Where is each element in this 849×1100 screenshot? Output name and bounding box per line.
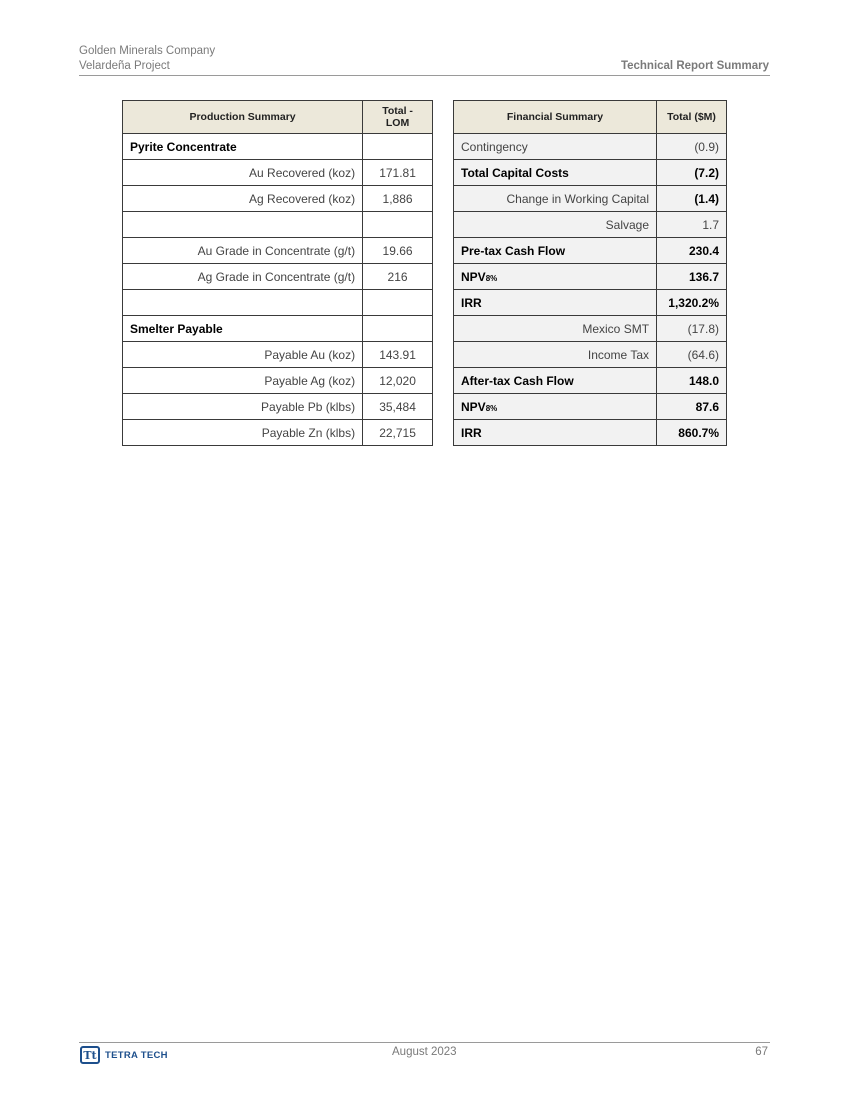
table-row — [123, 290, 433, 316]
table-row — [123, 160, 433, 186]
row-label-text: Contingency — [461, 139, 528, 154]
project-name: Velardeña Project — [79, 60, 170, 72]
header-left — [79, 44, 215, 74]
row-label-text: IRR — [461, 425, 482, 440]
row-label — [454, 264, 657, 290]
table-row — [123, 342, 433, 368]
row-label-text: Income Tax — [587, 347, 650, 362]
table-row — [454, 394, 727, 420]
row-label-subscript: 8% — [485, 273, 498, 283]
footer-divider — [79, 1042, 770, 1043]
table-row — [454, 134, 727, 160]
row-value: 136.7 — [657, 264, 727, 290]
row-value: (0.9) — [657, 134, 727, 160]
row-label — [454, 368, 657, 394]
table-row — [454, 290, 727, 316]
row-label — [454, 212, 657, 238]
tetra-tech-logo-icon: Tt — [80, 1046, 100, 1064]
row-label — [454, 134, 657, 160]
row-label-text: Total Capital Costs — [461, 165, 569, 180]
row-value: 143.91 — [363, 342, 433, 368]
row-value: (17.8) — [657, 316, 727, 342]
row-value: (1.4) — [657, 186, 727, 212]
table-row — [454, 212, 727, 238]
row-value — [363, 290, 433, 316]
row-label — [454, 394, 657, 420]
row-label-text: After-tax Cash Flow — [461, 373, 574, 388]
row-label-text: NPV — [461, 269, 486, 284]
row-label-text: Pre-tax Cash Flow — [461, 243, 566, 258]
row-label-subscript: 8% — [485, 403, 498, 413]
row-label: Au Grade in Concentrate (g/t) — [123, 238, 363, 264]
table-row — [123, 212, 433, 238]
row-value: 19.66 — [363, 238, 433, 264]
production-summary-table — [122, 100, 433, 446]
row-label-text: NPV — [461, 399, 486, 414]
row-value: (7.2) — [657, 160, 727, 186]
row-value: 1,886 — [363, 186, 433, 212]
row-label: Ag Recovered (koz) — [123, 186, 363, 212]
production-summary-header: Production Summary — [123, 101, 363, 134]
table-row — [123, 420, 433, 446]
row-value — [363, 134, 433, 160]
table-row — [123, 186, 433, 212]
section-label: Smelter Payable — [123, 316, 363, 342]
row-value: 1,320.2% — [657, 290, 727, 316]
row-value: 860.7% — [657, 420, 727, 446]
financial-summary-table — [453, 100, 727, 446]
row-label-text: Mexico SMT — [582, 321, 650, 336]
row-value: 22,715 — [363, 420, 433, 446]
financial-total-header: Total ($M) — [657, 101, 727, 134]
table-row — [123, 238, 433, 264]
row-label — [454, 186, 657, 212]
row-label — [454, 420, 657, 446]
row-label-text: Change in Working Capital — [506, 191, 650, 206]
table-row — [454, 160, 727, 186]
row-label — [454, 290, 657, 316]
page-number: 67 — [755, 1046, 768, 1058]
table-row — [454, 264, 727, 290]
table-row — [123, 368, 433, 394]
table-row — [454, 368, 727, 394]
table-row — [454, 316, 727, 342]
header-divider — [79, 75, 770, 76]
production-total-header: Total - LOM — [363, 101, 433, 134]
table-row — [123, 316, 433, 342]
row-value: 230.4 — [657, 238, 727, 264]
report-title: Technical Report Summary — [620, 60, 769, 72]
row-value: (64.6) — [657, 342, 727, 368]
row-value: 35,484 — [363, 394, 433, 420]
row-label: Payable Ag (koz) — [123, 368, 363, 394]
row-value: 171.81 — [363, 160, 433, 186]
table-row — [454, 342, 727, 368]
logo-text: TETRA TECH — [105, 1049, 168, 1061]
row-label — [123, 212, 363, 238]
company-name: Golden Minerals Company — [79, 45, 216, 57]
footer-date: August 2023 — [392, 1046, 457, 1058]
row-value — [363, 212, 433, 238]
row-value: 87.6 — [657, 394, 727, 420]
section-label: Pyrite Concentrate — [123, 134, 363, 160]
row-value: 12,020 — [363, 368, 433, 394]
row-label — [454, 160, 657, 186]
row-label-text: IRR — [461, 295, 482, 310]
row-label: Ag Grade in Concentrate (g/t) — [123, 264, 363, 290]
table-row — [123, 394, 433, 420]
table-row — [454, 420, 727, 446]
financial-summary-header: Financial Summary — [454, 101, 657, 134]
table-row — [123, 134, 433, 160]
row-label: Payable Au (koz) — [123, 342, 363, 368]
row-label: Au Recovered (koz) — [123, 160, 363, 186]
row-value: 148.0 — [657, 368, 727, 394]
row-label: Payable Zn (klbs) — [123, 420, 363, 446]
row-label — [454, 316, 657, 342]
row-label — [454, 238, 657, 264]
table-row — [123, 264, 433, 290]
row-value: 216 — [363, 264, 433, 290]
table-row — [454, 238, 727, 264]
table-row — [454, 186, 727, 212]
row-value — [363, 316, 433, 342]
row-label — [123, 290, 363, 316]
row-value: 1.7 — [657, 212, 727, 238]
tetra-tech-logo — [80, 1046, 168, 1064]
row-label: Payable Pb (klbs) — [123, 394, 363, 420]
row-label-text: Salvage — [605, 217, 650, 232]
row-label — [454, 342, 657, 368]
